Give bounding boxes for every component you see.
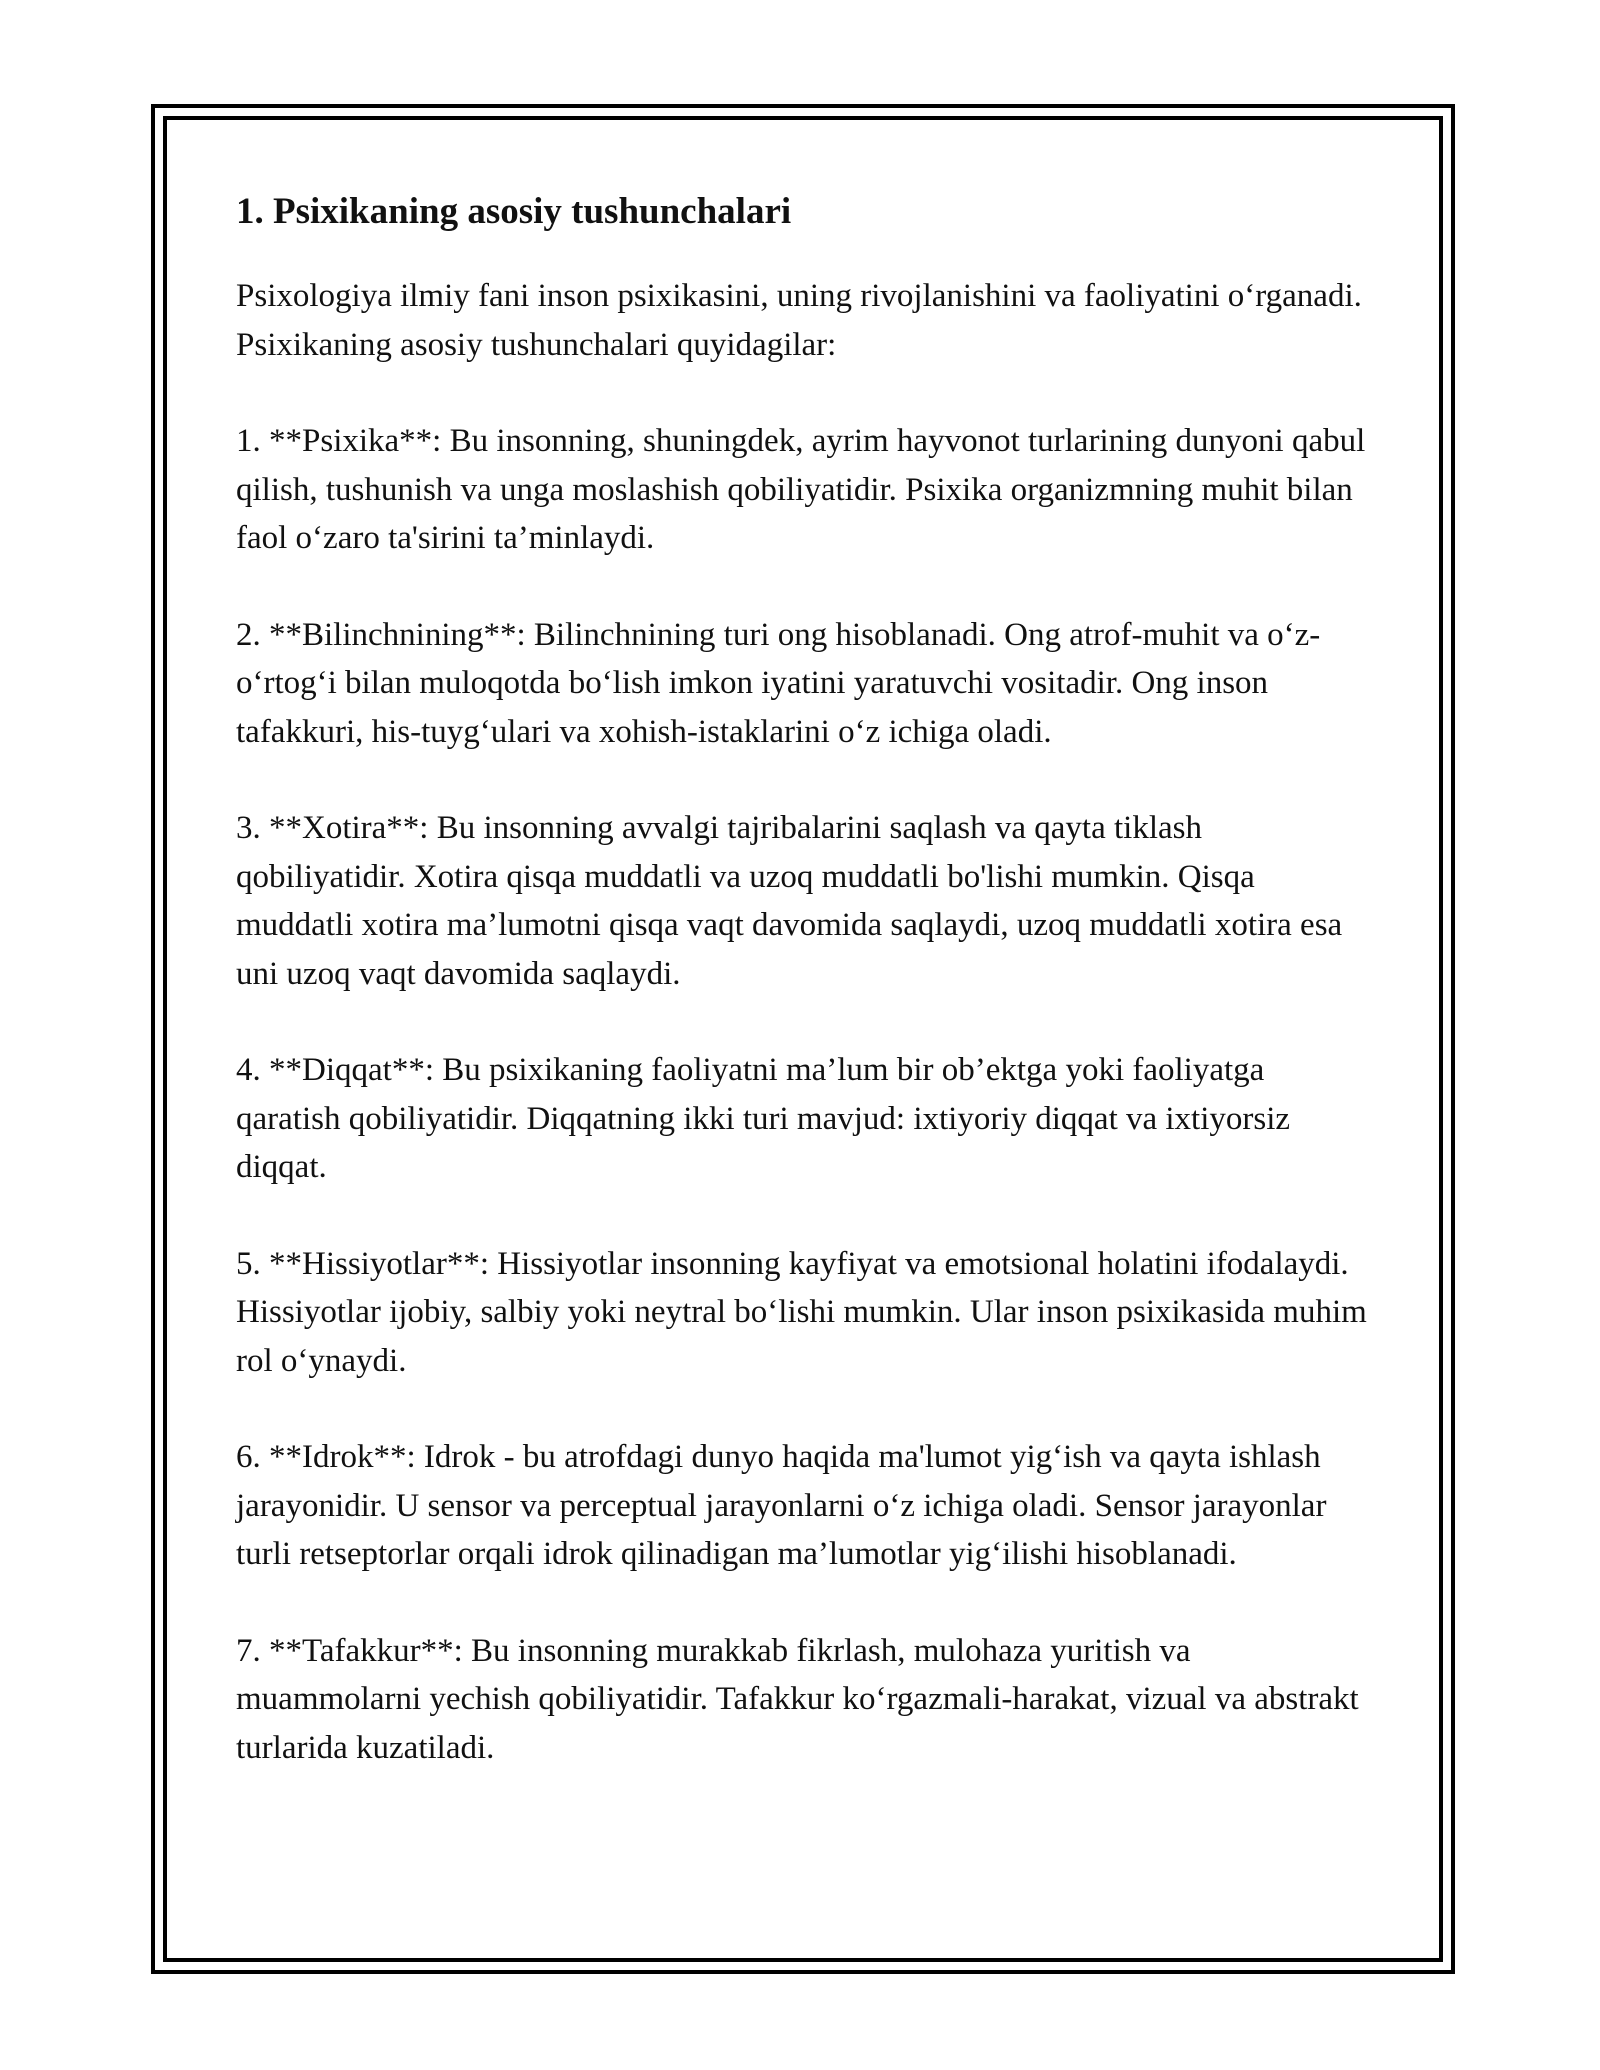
- list-item-xotira: 3. **Xotira**: Bu insonning avvalgi tajribalarini saqlash va qayta tiklash qobiliyatidir. Xotira qisqa muddatli va uzoq muddatli bo'lishi mumkin. Qisqa muddatli xotira ma’lumotni qisqa vaqt davomida saqlaydi, uzoq muddatli xotira esa uni uzoq vaqt davomida saqlaydi.: [236, 810, 1343, 992]
- list-item-bilinchnining: 2. **Bilinchnining**: Bilinchnining turi ong hisoblanadi. Ong atrof-muhit va o‘z-o‘rtog‘i bilan muloqotda bo‘lish imkon iyatini yaratuvchi vositadir. Ong inson tafakkuri, his-tuyg‘ulari va xohish-istaklarini o‘z ichiga oladi.: [236, 616, 1321, 750]
- list-item-idrok: 6. **Idrok**: Idrok - bu atrofdagi dunyo haqida ma'lumot yig‘ish va qayta ishlash jarayonidir. U sensor va perceptual jarayonlarni o‘z ichiga oladi. Sensor jarayonlar turli retseptorlar orqali idrok qilinadigan ma’lumotlar yig‘ilishi hisoblanadi.: [236, 1439, 1327, 1572]
- list-item-psixika: 1. **Psixika**: Bu insonning, shuningdek, ayrim hayvonot turlarining dunyoni qabul qilish, tushunish va unga moslashish qobiliyatidir. Psixika organizmning muhit bilan faol o‘zaro ta'sirini ta’minlaydi.: [236, 423, 1366, 556]
- document-title: 1. Psixikaning asosiy tushunchalari: [236, 191, 792, 232]
- list-item-diqqat: 4. **Diqqat**: Bu psixikaning faoliyatni ma’lum bir ob’ektga yoki faoliyatga qaratish qobiliyatidir. Diqqatning ikki turi mavjud: ixtiyoriy diqqat va ixtiyorsiz diqqat.: [236, 1052, 1291, 1185]
- list-item-tafakkur: 7. **Tafakkur**: Bu insonning murakkab fikrlash, mulohaza yuritish va muammolarni yechish qobiliyatidir. Tafakkur ko‘rgazmali-harakat, vizual va abstrakt turlarida kuzatiladi.: [236, 1632, 1359, 1766]
- intro-paragraph: Psixologiya ilmiy fani inson psixikasini, uning rivojlanishini va faoliyatini o‘rganadi. Psixikaning asosiy tushunchalari quyidagilar:: [236, 278, 1362, 363]
- document-body: [236, 186, 1376, 1820]
- list-item-hissiyotlar: 5. **Hissiyotlar**: Hissiyotlar insonning kayfiyat va emotsional holatini ifodalaydi. Hissiyotlar ijobiy, salbiy yoki neytral bo‘lishi mumkin. Ular inson psixikasida muhim rol o‘ynaydi.: [236, 1245, 1367, 1379]
